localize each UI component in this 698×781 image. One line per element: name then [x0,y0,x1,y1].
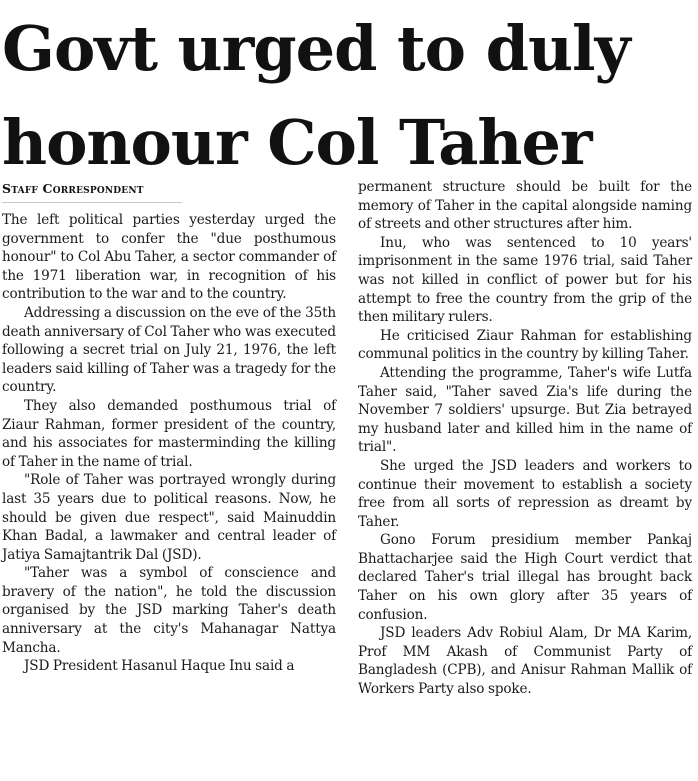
headline [2,2,696,190]
byline: Staff Correspondent [2,180,182,203]
paragraph: JSD President Hasanul Haque Inu said a [24,658,295,675]
article-body [2,180,696,780]
paragraph: "Role of Taher was portrayed wrongly during last 35 years due to political reasons. Now, he should be given due respect", said Mainuddin Khan Badal, a lawmaker and central leader of Jatiya Samajtantrik Dal (JSD). [2,472,336,563]
paragraph: Addressing a discussion on the eve of the 35th death anniversary of Col Taher who was executed following a secret trial on July 21, 1976, the left leaders said killing of Taher was a tragedy for the country. [2,304,336,396]
paragraph: JSD leaders Adv Robiul Alam, Dr MA Karim, Prof MM Akash of Communist Party of Bangladesh (CPB), and Anisur Rahman Mallik of Workers Party also spoke. [358,625,692,698]
headline-line-2: honour Col Taher [2,106,592,179]
headline-line-1: Govt urged to duly [2,12,630,85]
article-column-left [2,180,336,676]
paragraph: Attending the programme, Taher's wife Lutfa Taher said, "Taher saved Zia's life during the November 7 soldiers' upsurge. But Zia betrayed my husband later and killed him in the name of trial". [358,364,692,456]
paragraph: They also demanded posthumous trial of Ziaur Rahman, former president of the country, and his associates for masterminding the killing of Taher in the name of trial. [2,397,336,470]
article-column-right [358,178,692,699]
paragraph: The left political parties yesterday urged the government to confer the "due posthumous honour" to Col Abu Taher, a sector commander of the 1971 liberation war, in recognition of his contribution to the war and to the country. [2,212,336,303]
paragraph: "Taher was a symbol of conscience and bravery of the nation", he told the discussion organised by the JSD marking Taher's death anniversary at the city's Mahanagar Nattya Mancha. [2,565,336,656]
paragraph: Gono Forum presidium member Pankaj Bhattacharjee said the High Court verdict that declared Taher's trial illegal has brought back Taher on his own glory after 35 years of confusion. [358,532,692,623]
paragraph: He criticised Ziaur Rahman for establishing communal politics in the country by killing Taher. [358,327,692,363]
paragraph: Inu, who was sentenced to 10 years' imprisonment in the same 1976 trial, said Taher was not killed in conflict of power but for his attempt to free the country from the grip of the then military rulers. [358,234,692,326]
paragraph: She urged the JSD leaders and workers to continue their movement to establish a society free from all sorts of repression as dreamt by Taher. [358,457,692,530]
paragraph: permanent structure should be built for the memory of Taher in the capital alongside naming of streets and other structures after him. [358,179,692,233]
